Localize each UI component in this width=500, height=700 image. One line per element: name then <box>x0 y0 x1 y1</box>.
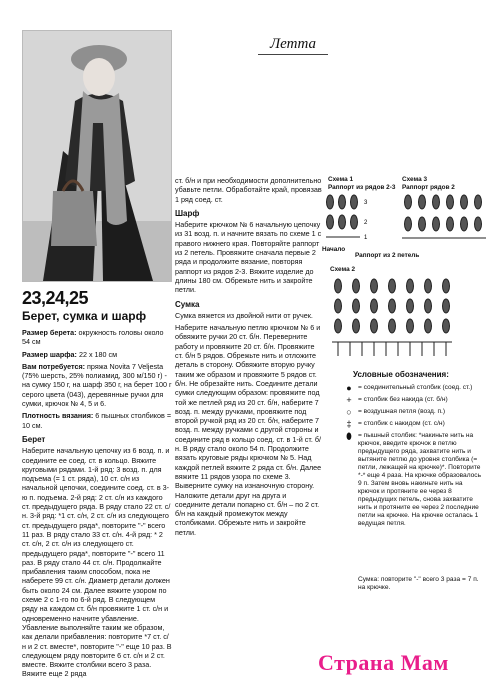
model-photo <box>22 30 172 282</box>
scarf-size-text: 22 х 180 см <box>78 349 118 359</box>
materials-label: Вам потребуется: <box>22 361 86 371</box>
scheme-3-diagram <box>400 192 490 244</box>
puff-stitch-icon: ⬮ <box>346 431 352 441</box>
model-illustration <box>23 31 171 281</box>
slip-stitch-icon: ● <box>346 383 352 393</box>
watermark: Страна Мам <box>318 650 449 675</box>
legend-item-bag-note: Сумка: повторите "-" всего 3 раза = 7 п. на крючке. <box>358 576 479 591</box>
single-crochet-icon: + <box>346 395 352 405</box>
scarf-size-label: Размер шарфа: <box>22 349 77 359</box>
beret-heading: Берет <box>22 434 46 444</box>
scheme-2-title: Схема 2 <box>330 266 356 273</box>
column-left <box>22 328 172 682</box>
scheme-3-title: Схема 3 <box>402 176 428 183</box>
beret-size-label: Размер берета: <box>22 328 77 337</box>
svg-text:2: 2 <box>364 220 368 226</box>
brand-name: Летта <box>258 36 328 55</box>
chain-icon: ○ <box>346 407 352 417</box>
scarf-text: Наберите крючком № 6 начальную цепочку из 31 возд. п. и начните вязать по схеме 1 с правого нижнего края. Повторяйте раппорт из 2 петель. Провяжите сначала первые 2 ряда и продолжите вязание, повторяя раппорт из рядов 2-3. Вяжите изделие до длины 180 см. Обрежьте нить и закройте петли. <box>175 220 322 295</box>
bag-text-intro: Сумка вяжется из двойной нити от ручек. <box>175 310 313 320</box>
legend-item-double-crochet: ‡ = столбик с накидом (ст. с/н) <box>340 420 490 430</box>
pattern-title: Берет, сумка и шарф <box>22 309 147 323</box>
column-middle <box>175 176 323 540</box>
svg-text:1: 1 <box>364 235 368 241</box>
legend-item-puff-stitch: ⬮ = пышный столбик: *накиньте нить на крючок, введите крючок в петлю предыдущего ряда, захватите нить и вытяните петлю до уровня столбика (= петли, лежащей на крючке)*. Повторите *-* еще 4 раза. На крючке образовалось 9 п. Затем вновь накиньте нить на крючок и протяните ее через 8 предыдущих петель, снова захватите нить и протяните ее через 2 последние петли на крючке. На крючке осталась 1 ведущая петля. <box>340 432 490 572</box>
beret-text: Наберите начальную цепочку из 6 возд. п. и соедините ее соед. ст. в кольцо. Вяжите круговыми рядами. 1-й ряд: 3 возд. п. для подъема (= 1 ст. ряда), 10 ст. с/н из начальной цепочки, соедините соед. ст. в 3-ю п. подъема. 2-й ряд: 2 ст. с/н из каждого ст. предыдущего ряда. В ряду стало 22 ст. с/н. 3-й ряд: *1 ст. с/н, 2 ст. с/н из следующего ст. предыдущего ряда*, повторите "-" всего 11 раз. В ряду стало 33 ст. с/н. 4-й ряд: * 2 ст. с/н, 2 ст. с/н из следующего ст. предыдущего ряда*, повторите "-" всего 11 раз. В ряду стало 44 ст. с/н. Продолжайте прибавления таким способом, пока не наберете 99 ст. с/н. Диаметр детали должен быть около 24 см. Далее вяжите узором по схеме 2 с 1-го по 6-й ряд. В следующем ряду на каждом ст. б/н провяжите 1 ст. с/н и одновременно начните убавление. Убавление выполняйте таким же образом, как делали прибавления: повторите *7 ст. с/н и 2 ст. вместе*, повторите "-" еще 10 раз. В следующем ряду повторите 6 ст. с/н и 2 ст. вместе. Вяжите столбики всего 3 раза. Вяжите еще 2 ряда <box>22 446 172 679</box>
double-crochet-icon: ‡ <box>346 419 352 429</box>
bag-text: Наберите начальную петлю крючком № 6 и обвяжите ручки 20 ст. б/н. Переверните работу и провяжите 20 ст. б/н. Провяжите ст. б/н 5 рядов. Обрежьте нить и отложите деталь в сторону. Обвяжите вторую ручку таким же образом и провяжите 5 рядов ст. б/н. Не обрезайте нить. Соедините детали сумки следующим образом: провяжите под той же петлей ряд из 20 ст. б/н, наберите 7 возд. п. между ручками, провяжите под второй ручкой ряд из 20 ст. б/н, наберите 7 возд. п. между ручками с другой стороны и соедините ряд в кольцо соед. ст. в 1-й ст. б/н. В ряду стало около 54 п. Продолжите вязать круговые ряды крючком № 5. Над каждой петлей вяжите 2 ряда ст. б/н. Далее вяжите 11 рядов узора по схеме 3. Выверните сумку на изнаночную сторону. Наложите детали друг на друга и соедините детали попарно ст. б/н – по 2 ст. б/н на каждый промежуток между столбиками. Обрежьте нить и закройте петли. <box>175 323 322 537</box>
scheme-1-diagram <box>324 192 376 242</box>
legend-item-single-crochet: + = столбик без накида (ст. б/н) <box>340 396 490 406</box>
gauge-text: 6 пышных столбиков = 10 см. <box>22 411 172 430</box>
bag-heading: Сумка <box>175 299 200 309</box>
scheme-1-title: Схема 1 <box>328 176 354 183</box>
materials-text: пряжа Novita 7 Veljesta (75% шерсть, 25% полиамид, 300 м/150 г) - на сумку 150 г, на шарф 350 г, на берет 100 г серого цвета (043), деревянные ручки для сумки, крючок № 4, 5 и 6. <box>22 361 172 409</box>
legend-item-chain: ○ = воздушная петля (возд. п.) <box>340 408 490 418</box>
scheme-1-subtitle: Раппорт из рядов 2-3 <box>328 184 396 191</box>
legend-title: Условные обозначения: <box>353 370 449 379</box>
scheme-2-diagram <box>328 276 478 366</box>
legend-item-slip-stitch: ● = соединительный столбик (соед. ст.) <box>340 384 490 394</box>
svg-text:3: 3 <box>364 200 368 206</box>
beret-size-text: окружность головы около 54 см <box>22 328 164 347</box>
scarf-heading: Шарф <box>175 208 200 218</box>
gauge-label: Плотность вязания: <box>22 411 94 421</box>
scheme-3-subtitle: Раппорт рядов 2 <box>402 184 455 191</box>
scheme-start-label: Начало <box>322 246 346 253</box>
pattern-number: 23,24,25 <box>22 288 89 308</box>
scheme-repeat-label: Раппорт из 2 петель <box>355 252 420 259</box>
beret-text-continued: ст. б/н и при необходимости дополнительно убавьте петли. Обработайте край, провязав 1 ряд соед. ст. <box>175 176 322 204</box>
